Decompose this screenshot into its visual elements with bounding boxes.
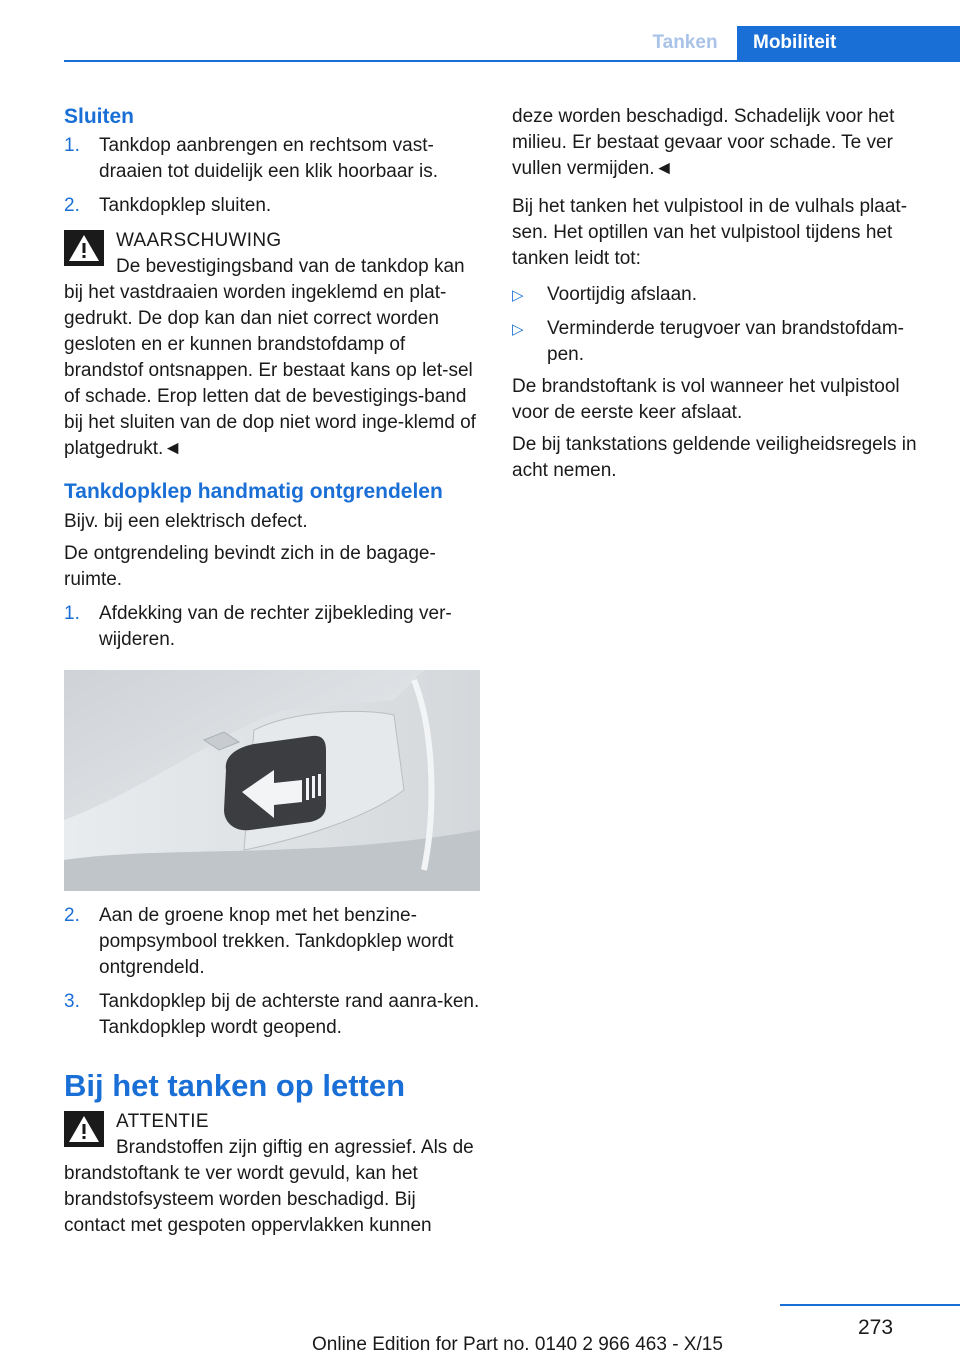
step-number: 3. bbox=[64, 991, 80, 1012]
left-column bbox=[64, 104, 482, 1239]
list-item bbox=[64, 133, 482, 185]
paragraph-location: De ontgrendeling bevindt zich in de bagage‐ruimte. bbox=[64, 543, 436, 590]
step-text: Tankdopklep bij de achterste rand aanra‐ken. Tankdopklep wordt geopend. bbox=[99, 991, 480, 1038]
list-item bbox=[512, 282, 930, 308]
triangle-bullet-icon: ▷ bbox=[512, 321, 524, 338]
warning-box bbox=[64, 228, 482, 462]
header-rule bbox=[64, 60, 960, 62]
warning-icon bbox=[64, 230, 104, 266]
page-number: 273 bbox=[858, 1316, 894, 1339]
step-text: Afdekking van de rechter zijbekleding ver‐wijderen. bbox=[99, 603, 452, 650]
paragraph-safety-rules: De bij tankstations geldende veiligheidsregels in acht nemen. bbox=[512, 434, 917, 481]
list-item bbox=[64, 989, 482, 1041]
step-number: 2. bbox=[64, 905, 80, 926]
step-number: 1. bbox=[64, 135, 80, 156]
step-text: Tankdop aanbrengen en rechtsom vast‐draaien tot duidelijk een klik hoorbaar is. bbox=[99, 135, 439, 182]
closing-steps bbox=[64, 133, 482, 219]
consequences-list bbox=[512, 282, 930, 368]
step-number: 1. bbox=[64, 603, 80, 624]
bullet-text: Verminderde terugvoer van brandstofdam‐pen. bbox=[547, 318, 904, 365]
list-item bbox=[64, 601, 482, 653]
heading-attention: Bij het tanken op letten bbox=[64, 1068, 406, 1103]
list-item bbox=[64, 193, 482, 219]
paragraph-nozzle: Bij het tanken het vulpistool in de vulhals plaat‐sen. Het optillen van het vulpistool tijdens het tanken leidt tot: bbox=[512, 196, 908, 269]
right-column bbox=[512, 104, 930, 484]
header-tab-tanken[interactable]: Tanken bbox=[652, 32, 718, 53]
bullet-text: Voortijdig afslaan. bbox=[547, 284, 697, 305]
warning-label: WAARSCHUWING bbox=[116, 230, 282, 251]
release-cover bbox=[224, 736, 326, 830]
warning-icon bbox=[64, 1111, 104, 1147]
footer-rule bbox=[780, 1304, 960, 1306]
step-number: 2. bbox=[64, 195, 80, 216]
release-step-1 bbox=[64, 601, 482, 653]
release-steps-2-3 bbox=[64, 903, 482, 1041]
step-text: Tankdopklep sluiten. bbox=[99, 195, 272, 216]
step-text: Aan de groene knop met het benzine‐pompsymbool trekken. Tankdopklep wordt ontgrendeld. bbox=[99, 905, 454, 978]
list-item bbox=[512, 316, 930, 368]
attention-text: Brandstoffen zijn giftig en agressief. Als de brandstoftank te ver wordt gevuld, kan het brandstofsysteem worden beschadigd. Bij contact met gespoten oppervlakken kunnen bbox=[64, 1137, 474, 1236]
attention-box bbox=[64, 1109, 482, 1239]
trunk-trim-illustration bbox=[64, 670, 480, 891]
paragraph-continued: deze worden beschadigd. Schadelijk voor het milieu. Er bestaat gevaar voor schade. Te ver vullen vermijden.◄ bbox=[512, 106, 895, 179]
paragraph-defect: Bijv. bij een elektrisch defect. bbox=[64, 511, 308, 532]
triangle-bullet-icon: ▷ bbox=[512, 287, 524, 304]
header-tab-mobiliteit[interactable]: Mobiliteit bbox=[737, 26, 960, 60]
heading-sluiten: Sluiten bbox=[64, 105, 135, 128]
list-item bbox=[64, 903, 482, 981]
heading-manual-release: Tankdopklep handmatig ontgrendelen bbox=[64, 480, 443, 503]
edition-text: Online Edition for Part no. 0140 2 966 463 - X/15 bbox=[312, 1334, 723, 1355]
warning-text: De bevestigingsband van de tankdop kan bij het vastdraaien worden ingeklemd en plat‐gedrukt. De dop kan dan niet correct worden gesloten en er kunnen brandstofdamp of brandstof ontsnappen. Er bestaat kans op let‐sel of schade. Erop letten dat de bevestigings‐band bij het sluiten van de dop niet word inge‐klemd of platgedrukt.◄ bbox=[64, 256, 476, 459]
attention-label: ATTENTIE bbox=[116, 1111, 209, 1132]
paragraph-full-tank: De brandstoftank is vol wanneer het vulpistool voor de eerste keer afslaat. bbox=[512, 376, 900, 423]
trunk-trim-photo bbox=[64, 670, 480, 891]
